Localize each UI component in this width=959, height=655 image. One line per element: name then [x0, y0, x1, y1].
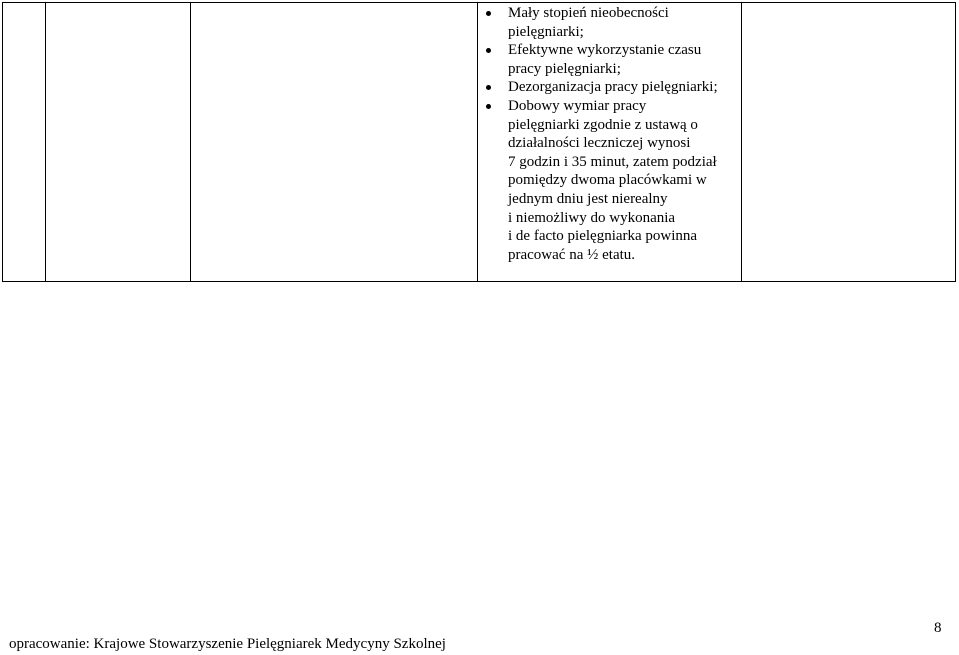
page-number: 8: [934, 620, 942, 636]
list-item: [486, 4, 736, 41]
list-item: [486, 97, 736, 264]
list-item-text: Efektywne wykorzystanie czasu pracy pielęgniarki;: [508, 42, 702, 77]
list-item: [486, 78, 736, 97]
list-item-text: Dobowy wymiar pracy pielęgniarki zgodnie z ustawą o działalności leczniczej wynosi 7 godzin i 35 minut, zatem podział pomiędzy dwoma placówkami w jednym dniu jest nierealny i niemożliwy do wykonania i de facto pielęgniarka powinna pracować na ½ etatu.: [508, 97, 717, 263]
table-column-divider: [477, 3, 478, 281]
list-item-text: Mały stopień nieobecności pielęgniarki;: [508, 5, 669, 40]
bullet-icon: [486, 48, 491, 53]
list-item-text: Dezorganizacja pracy pielęgniarki;: [508, 79, 718, 96]
footer-credit: opracowanie: Krajowe Stowarzyszenie Pielęgniarek Medycyny Szkolnej: [9, 636, 446, 652]
table-column-divider: [190, 3, 191, 281]
table-cell-bullet-list: [486, 4, 736, 264]
table-column-divider: [741, 3, 742, 281]
table-column-divider: [45, 3, 46, 281]
bullet-icon: [486, 104, 491, 109]
list-item: [486, 41, 736, 78]
bullet-icon: [486, 85, 491, 90]
bullet-icon: [486, 11, 491, 16]
document-table: [2, 2, 956, 282]
